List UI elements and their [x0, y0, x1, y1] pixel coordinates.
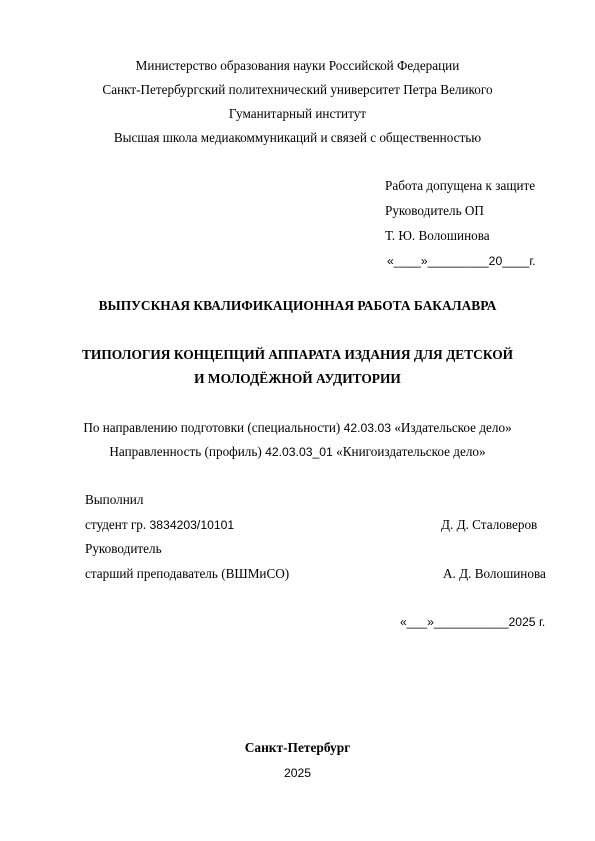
direction-line [0, 420, 595, 436]
profile-code: 42.03.03_01 [265, 445, 333, 459]
approval-date-line: «____»_________20____г. [387, 254, 536, 268]
approval-admitted: Работа допущена к защите [385, 178, 536, 193]
city-label: Санкт-Петербург [244, 740, 351, 755]
approval-head-name: Т. Ю. Волошинова [385, 228, 490, 243]
supervisor-name: А. Д. Волошинова [443, 566, 546, 581]
direction-prefix: По направлению подготовки (специальности) [83, 420, 344, 435]
student-line [85, 517, 234, 533]
direction-code: 42.03.03 [343, 421, 392, 435]
student-group: 3834203/10101 [149, 518, 235, 532]
approval-head-label: Руководитель ОП [385, 203, 484, 218]
work-type-title: ВЫПУСКНАЯ КВАЛИФИКАЦИОННАЯ РАБОТА БАКАЛАВРА [98, 298, 497, 313]
supervisor-label: Руководитель [85, 541, 162, 556]
signature-date-line: «___»___________2025 г. [400, 615, 546, 629]
performed-label: Выполнил [85, 492, 144, 507]
university-line: Санкт-Петербургский политехнический университет Петра Великого [102, 82, 493, 97]
profile-line [0, 444, 595, 460]
institute-line: Гуманитарный институт [228, 106, 367, 121]
student-prefix: студент гр. [85, 517, 150, 532]
topic-title-line1: ТИПОЛОГИЯ КОНЦЕПЦИЙ АППАРАТА ИЗДАНИЯ ДЛЯ ДЕТСКОЙ [81, 347, 514, 362]
student-name: Д. Д. Сталоверов [441, 517, 538, 532]
direction-suffix: «Издательское дело» [391, 420, 512, 435]
profile-suffix: «Книгоиздательское дело» [332, 444, 486, 459]
school-line: Высшая школа медиакоммуникаций и связей с общественностью [113, 130, 482, 145]
profile-prefix: Направленность (профиль) [109, 444, 266, 459]
supervisor-position: старший преподаватель (ВШМиСО) [85, 566, 290, 581]
ministry-line: Министерство образования науки Российской Федерации [135, 58, 460, 73]
year-label: 2025 [283, 766, 312, 780]
topic-title-line2: И МОЛОДЁЖНОЙ АУДИТОРИИ [194, 371, 401, 386]
